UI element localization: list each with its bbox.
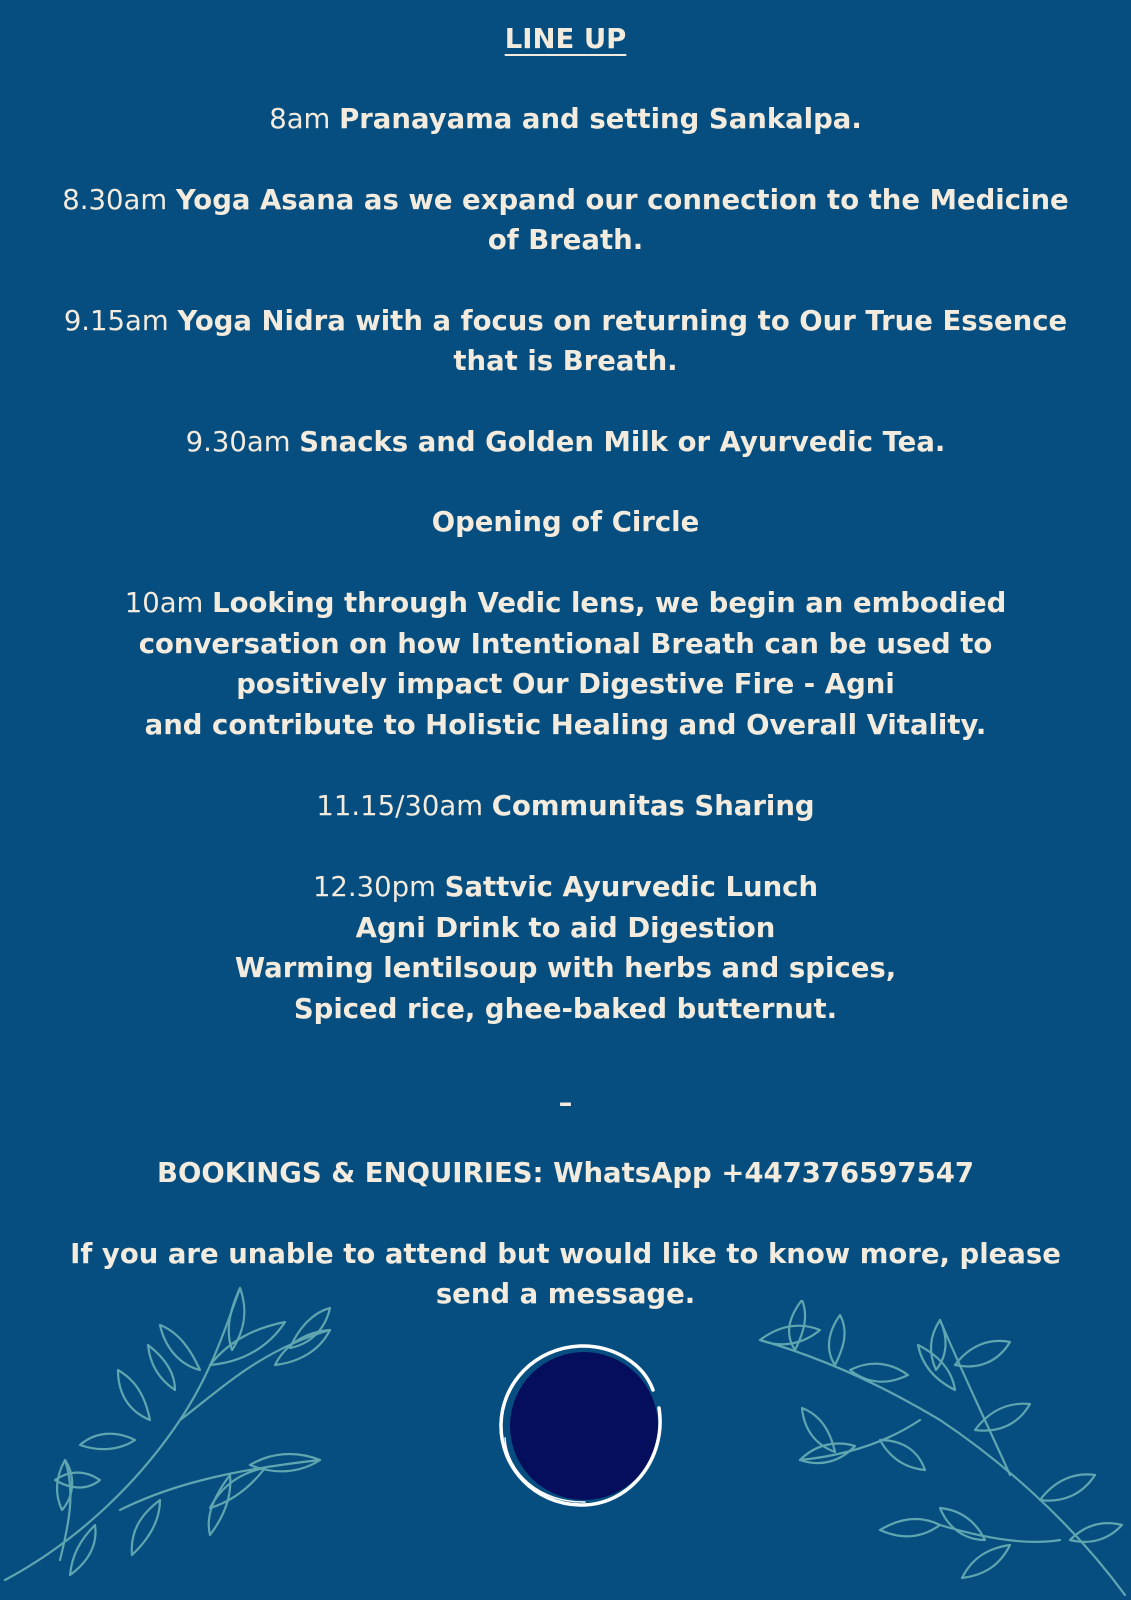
schedule-item [0, 786, 1131, 826]
schedule-line [0, 301, 1131, 341]
leaf-branch-icon [740, 1300, 1131, 1600]
schedule-description: that is Breath. [453, 345, 678, 377]
schedule-description: Agni Drink to aid Digestion [355, 911, 776, 944]
schedule-line [0, 583, 1131, 624]
schedule-time: 8am [269, 103, 331, 135]
schedule-item [0, 583, 1131, 745]
schedule-description: Looking through Vedic lens, we begin an embodied [212, 587, 1007, 619]
schedule-description: Spiced rice, ghee-baked butternut. [293, 992, 838, 1025]
schedule-item [0, 422, 1131, 462]
moon-circle-icon [495, 1338, 675, 1518]
schedule-description: Sattvic Ayurvedic Lunch [444, 871, 819, 903]
schedule-description: Yoga Nidra with a focus on returning to Our True Essence [177, 305, 1068, 337]
schedule-line [0, 786, 1131, 826]
schedule-item [0, 180, 1131, 260]
schedule-description: and contribute to Holistic Healing and Overall Vitality. [144, 708, 987, 741]
schedule-line [0, 180, 1131, 220]
schedule-time: 9.15am [63, 305, 169, 337]
footer-line: If you are unable to attend but would like to know more, please [70, 1238, 1061, 1270]
schedule-description: of Breath. [487, 224, 644, 256]
schedule-time: 9.30am [185, 426, 291, 458]
schedule-description: Communitas Sharing [491, 790, 815, 822]
schedule-line [0, 422, 1131, 462]
schedule-time: 11.15/30am [316, 790, 484, 822]
schedule-item [0, 502, 1131, 542]
schedule-line [0, 867, 1131, 908]
schedule-heading: Opening of Circle [431, 506, 700, 538]
schedule-description: Yoga Asana as we expand our connection to the Medicine [175, 184, 1069, 216]
schedule-time: 8.30am [62, 184, 168, 216]
schedule-description: Snacks and Golden Milk or Ayurvedic Tea. [299, 426, 946, 458]
moon-fill [510, 1352, 658, 1500]
leaf-branch-icon [0, 1270, 340, 1600]
divider: – [558, 1087, 573, 1119]
schedule-description: Pranayama and setting Sankalpa. [339, 103, 862, 135]
schedule-time: 12.30pm [312, 871, 436, 903]
leaf-branch-right [760, 1300, 1125, 1595]
schedule-description: positively impact Our Digestive Fire - Agni [236, 668, 895, 700]
schedule-item [0, 99, 1131, 139]
footer-line: send a message. [435, 1278, 696, 1310]
bookings-contact: BOOKINGS & ENQUIRIES: WhatsApp +447376597547 [157, 1157, 974, 1189]
schedule-item [0, 301, 1131, 381]
schedule-description: Warming lentilsoup with herbs and spices, [234, 952, 897, 984]
schedule-time: 10am [124, 587, 204, 619]
schedule-line [0, 99, 1131, 139]
schedule-item [0, 867, 1131, 1029]
leaf-branch-left [5, 1288, 330, 1580]
schedule-description: conversation on how Intentional Breath can be used to [138, 627, 993, 660]
page-title: LINE UP [504, 23, 627, 55]
